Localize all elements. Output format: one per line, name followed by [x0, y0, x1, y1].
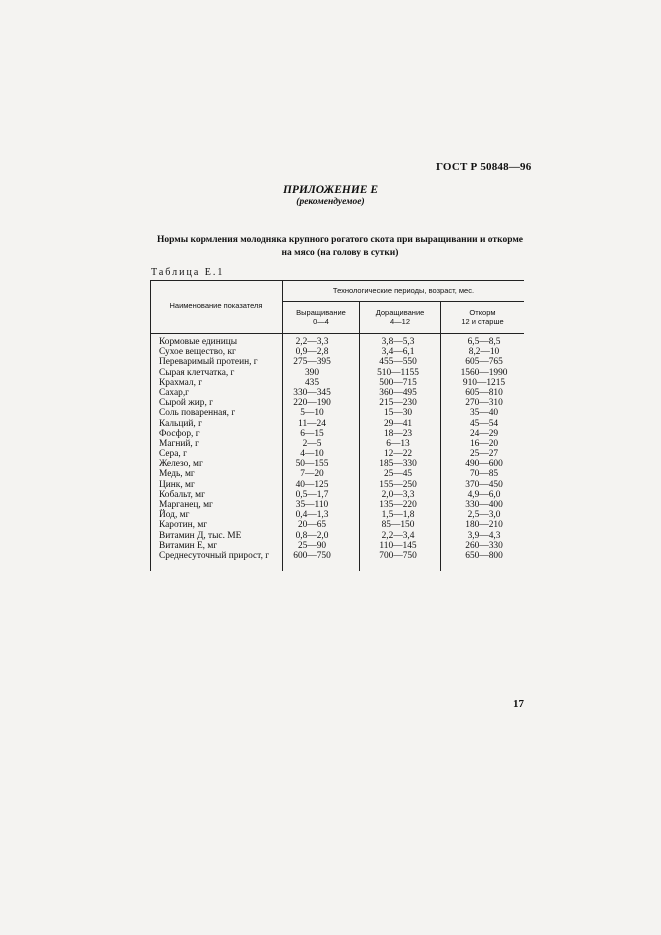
value-fattening: 3,9—4,3	[467, 530, 501, 541]
indicator-name: Сырой жир, г	[159, 398, 214, 409]
appendix-title: ПРИЛОЖЕНИЕ Е	[282, 184, 378, 196]
value-growing: 330—345	[293, 387, 331, 398]
value-growing: 2—5	[302, 438, 322, 449]
value-fattening: 330—400	[465, 500, 503, 510]
value-rearing: 135—220	[379, 500, 417, 510]
group-header-rule	[282, 301, 524, 302]
value-fattening: 4,9—6,0	[467, 489, 501, 500]
table-label: Таблица Е.1	[151, 267, 225, 278]
value-rearing: 155—250	[379, 479, 417, 490]
indicator-name: Среднесуточный прирост, г	[159, 550, 270, 561]
table-row	[150, 337, 524, 347]
table-row	[150, 531, 524, 541]
table-row	[150, 378, 524, 388]
value-rearing: 110—145	[379, 540, 417, 551]
table-row	[150, 510, 524, 520]
value-fattening: 70—85	[469, 469, 499, 480]
value-growing: 20—65	[297, 520, 327, 531]
table-top-rule	[150, 280, 524, 281]
indicator-name: Железо, мг	[159, 459, 203, 470]
indicator-name: Каротин, мг	[159, 520, 208, 531]
indicator-name: Соль поваренная, г	[159, 408, 236, 419]
value-rearing: 3,4—6,1	[381, 347, 415, 358]
value-rearing: 215—230	[379, 398, 417, 409]
value-rearing: 2,2—3,4	[381, 530, 415, 541]
period-name: Доращивание	[375, 308, 425, 317]
value-rearing: 1,5—1,8	[381, 510, 415, 521]
period-header-2	[360, 308, 440, 326]
value-fattening: 370—450	[465, 479, 503, 490]
table-row	[150, 347, 524, 357]
value-fattening: 910—1215	[462, 377, 506, 388]
indicator-name: Магний, г	[159, 438, 199, 449]
period-age: 12 и старше	[461, 317, 504, 326]
value-fattening: 605—810	[465, 387, 503, 398]
indicator-name: Сухое вещество, кг	[159, 347, 236, 358]
value-fattening: 260—330	[465, 540, 503, 551]
value-growing: 25—90	[297, 540, 327, 551]
value-rearing: 85—150	[381, 520, 415, 531]
table-body	[150, 337, 524, 561]
period-age: 0—4	[313, 317, 329, 326]
table-heading	[150, 234, 530, 260]
value-fattening: 16—20	[469, 438, 499, 449]
value-rearing: 25—45	[383, 469, 413, 480]
value-growing: 220—190	[293, 398, 331, 409]
value-rearing: 18—23	[383, 428, 413, 439]
indicator-name: Витамин Е, мг	[159, 540, 218, 551]
value-fattening: 270—310	[465, 398, 503, 409]
table-row	[150, 520, 524, 530]
value-rearing: 510—1155	[377, 367, 419, 378]
table-row	[150, 439, 524, 449]
value-fattening: 490—600	[465, 459, 503, 470]
table-row	[150, 419, 524, 429]
value-growing: 435	[304, 377, 320, 388]
value-growing: 50—155	[295, 459, 329, 470]
indicator-name: Сахар,г	[159, 387, 190, 398]
value-fattening: 25—27	[469, 449, 499, 460]
appendix-note: (рекомендуемое)	[296, 197, 365, 207]
indicator-name: Кальций, г	[159, 418, 202, 429]
value-growing: 0,4—1,3	[295, 510, 329, 521]
indicator-name: Марганец, мг	[159, 500, 213, 510]
value-growing: 11—24	[298, 418, 326, 429]
period-name: Выращивание	[296, 308, 346, 317]
value-growing: 6—15	[300, 428, 324, 439]
value-growing: 0,8—2,0	[295, 530, 329, 541]
indicator-name: Фосфор, г	[159, 428, 200, 439]
indicator-name: Цинк, мг	[159, 479, 195, 490]
table-row	[150, 398, 524, 408]
period-age: 4—12	[389, 317, 410, 326]
value-fattening: 605—765	[465, 357, 503, 368]
group-header: Технологические периоды, возраст, мес.	[332, 286, 475, 295]
value-fattening: 650—800	[465, 550, 503, 561]
value-rearing: 360—495	[379, 387, 417, 398]
value-fattening: 6,5—8,5	[467, 337, 501, 347]
norms-table	[150, 280, 524, 571]
value-growing: 35—110	[295, 500, 329, 510]
value-rearing: 6—13	[386, 438, 410, 449]
value-rearing: 455—550	[379, 357, 417, 368]
period-header-1	[283, 308, 359, 326]
value-rearing: 3,8—5,3	[381, 337, 415, 347]
value-fattening: 45—54	[469, 418, 499, 429]
value-fattening: 8,2—10	[468, 347, 500, 358]
table-heading-line-1: Нормы кормления молодняка крупного рогатого скота при выращивании и откорме	[156, 235, 524, 245]
indicator-name: Кобальт, мг	[159, 489, 205, 500]
value-growing: 0,5—1,7	[295, 489, 329, 500]
value-growing: 4—10	[300, 449, 324, 460]
table-row	[150, 469, 524, 479]
indicator-name: Медь, мг	[159, 469, 195, 480]
value-growing: 390	[304, 367, 320, 378]
page-number: 17	[513, 698, 524, 710]
indicator-name: Сырая клетчатка, г	[159, 367, 235, 378]
value-growing: 7—20	[300, 469, 324, 480]
value-growing: 40—125	[295, 479, 329, 490]
value-fattening: 35—40	[469, 408, 499, 419]
value-fattening: 180—210	[465, 520, 503, 531]
value-growing: 275—395	[293, 357, 331, 368]
indicator-name: Сера, г	[159, 449, 187, 460]
value-rearing: 29—41	[383, 418, 413, 429]
period-name: Откорм	[469, 308, 496, 317]
value-rearing: 15—30	[383, 408, 413, 419]
value-growing: 600—750	[293, 550, 331, 561]
period-header-3	[441, 308, 524, 326]
table-row	[150, 429, 524, 439]
table-row	[150, 449, 524, 459]
table-row	[150, 388, 524, 398]
indicator-name: Переваримый протеин, г	[159, 357, 258, 368]
table-heading-line-2: на мясо (на голову в сутки)	[281, 248, 399, 258]
value-rearing: 700—750	[379, 550, 417, 561]
value-rearing: 185—330	[379, 459, 417, 470]
table-row	[150, 541, 524, 551]
table-row	[150, 480, 524, 490]
value-fattening: 2,5—3,0	[467, 510, 501, 521]
value-rearing: 2,0—3,3	[381, 489, 415, 500]
table-row	[150, 490, 524, 500]
table-row	[150, 368, 524, 378]
table-row	[150, 459, 524, 469]
header-bottom-rule	[150, 333, 524, 334]
table-row	[150, 357, 524, 367]
table-row	[150, 500, 524, 510]
indicator-name: Витамин Д, тыс. МЕ	[159, 530, 242, 541]
column-header-name: Наименование показателя	[169, 301, 263, 310]
value-growing: 0,9—2,8	[295, 347, 329, 358]
indicator-name: Кормовые единицы	[159, 337, 238, 347]
standard-number: ГОСТ Р 50848—96	[436, 161, 532, 173]
value-rearing: 500—715	[379, 377, 417, 388]
table-row	[150, 408, 524, 418]
indicator-name: Крахмал, г	[159, 377, 203, 388]
indicator-name: Йод, мг	[159, 510, 190, 521]
table-row	[150, 551, 524, 561]
value-fattening: 1560—1990	[460, 367, 508, 378]
value-growing: 2,2—3,3	[295, 337, 329, 347]
value-rearing: 12—22	[383, 449, 413, 460]
value-fattening: 24—29	[469, 428, 499, 439]
value-growing: 5—10	[300, 408, 324, 419]
